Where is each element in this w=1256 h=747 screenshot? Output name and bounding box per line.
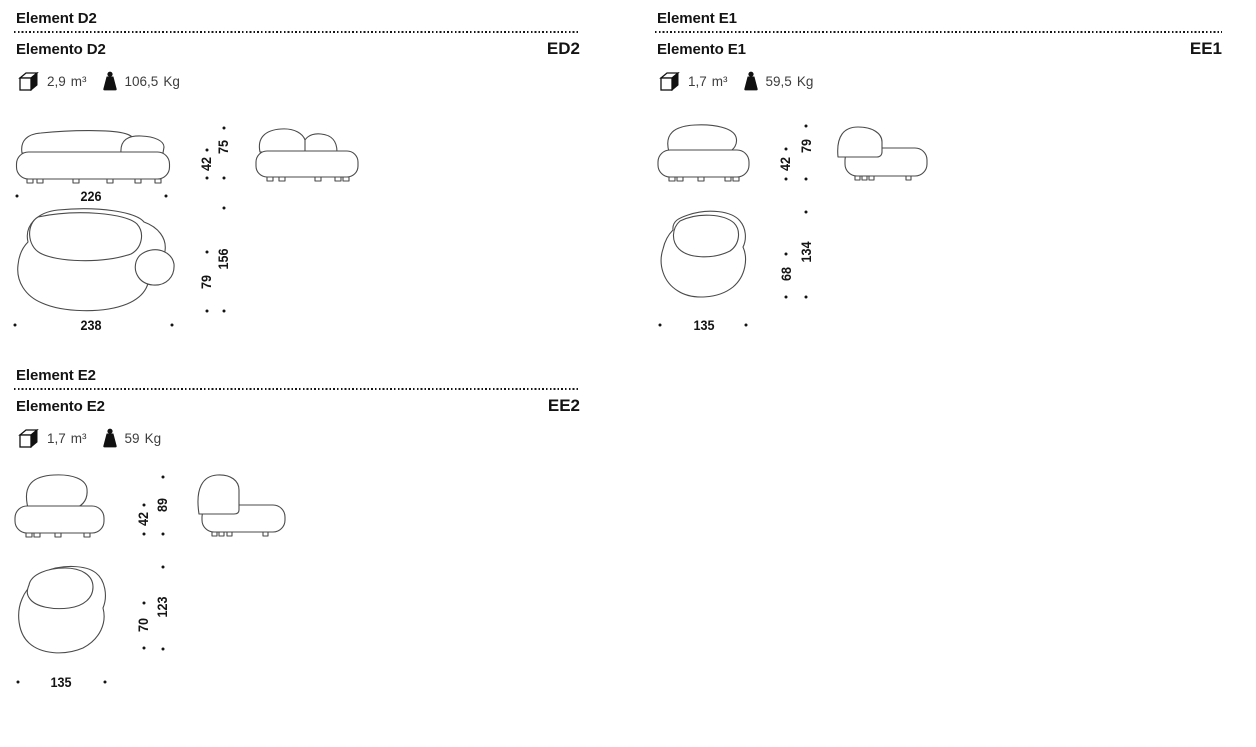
d2-front-view-drawing [15,128,171,186]
dim-dot [805,178,808,181]
volume-cube-icon [18,71,40,91]
e1-front-view-drawing [657,122,751,186]
panel-subtitle: Elemento E1 [657,41,746,58]
weight-value: 59 [124,430,140,446]
weight-value: 106,5 [124,73,159,89]
dim-dot [143,647,146,650]
e2-side-view-drawing [195,472,287,542]
weight-icon [102,428,118,449]
dim-dot [805,125,808,128]
dim-dot [16,195,19,198]
volume-cube-icon [18,428,40,448]
dim-total-depth: 156 [215,248,231,270]
volume-unit: m³ [70,73,87,89]
dim-dot [17,681,20,684]
dim-dot [143,602,146,605]
dim-dot [223,177,226,180]
dim-dot [785,253,788,256]
meta-row [659,69,813,93]
dim-dot [223,127,226,130]
volume-value: 1,7 [47,430,66,446]
panel-title: Element E2 [16,367,96,384]
e2-top-view-drawing [14,563,110,657]
dim-dot [206,251,209,254]
dim-seat-height: 42 [198,156,214,172]
dim-dot [785,296,788,299]
dim-total-depth: 123 [154,596,170,618]
dim-dot [745,324,748,327]
dim-dot [223,207,226,210]
panel-title: Element D2 [16,10,97,27]
dim-seat-height: 42 [777,156,793,172]
dim-seat-height: 42 [135,511,151,527]
volume-unit: m³ [711,73,728,89]
dim-dot [171,324,174,327]
volume-unit: m³ [70,430,87,446]
volume-value: 2,9 [47,73,66,89]
dim-dot [143,533,146,536]
dotted-divider [655,31,1222,33]
dotted-divider [14,388,580,390]
dim-dot [785,148,788,151]
dotted-divider [14,31,580,33]
panel-code: EE1 [1189,39,1222,58]
subtitle-row [16,39,580,59]
dim-dot [165,195,168,198]
dim-top-width: 135 [693,317,715,333]
weight-icon [743,71,759,92]
e1-side-view-drawing [835,122,928,186]
volume-cube-icon [659,71,681,91]
panel-title: Element E1 [657,10,737,27]
panel-element-d2 [14,10,580,355]
dim-total-height: 75 [215,139,231,155]
dim-dot [162,533,165,536]
panel-element-e1 [655,10,1222,355]
e2-front-view-drawing [14,472,106,542]
dim-total-height: 89 [154,497,170,513]
meta-row [18,69,180,93]
dim-dot [785,178,788,181]
dim-dot [206,149,209,152]
weight-unit: Kg [796,73,814,89]
dim-dot [223,310,226,313]
weight-value: 59,5 [765,73,792,89]
dim-dot [805,211,808,214]
dim-top-width: 238 [80,317,102,333]
subtitle-row [16,396,580,416]
panel-code: EE2 [547,396,580,415]
panel-code: ED2 [546,39,580,58]
dim-dot [143,504,146,507]
dim-dot [206,177,209,180]
e1-top-view-drawing [656,208,752,304]
d2-top-view-drawing [14,207,179,317]
dim-dot [162,648,165,651]
dim-dot [659,324,662,327]
dim-total-height: 79 [798,138,814,154]
weight-icon [102,71,118,92]
dim-dot [162,476,165,479]
dim-seat-depth: 79 [198,274,214,290]
dim-dot [14,324,17,327]
panel-subtitle: Elemento D2 [16,41,106,58]
dim-seat-depth: 70 [135,617,151,633]
volume-value: 1,7 [688,73,707,89]
dim-front-width: 226 [80,188,102,204]
dim-dot [104,681,107,684]
dim-top-width: 135 [50,674,72,690]
weight-unit: Kg [144,430,162,446]
dim-dot [162,566,165,569]
dim-dot [805,296,808,299]
dim-dot [206,310,209,313]
dim-total-depth: 134 [798,241,814,263]
d2-side-view-drawing [255,126,359,184]
meta-row [18,426,161,450]
panel-element-e2 [14,367,580,707]
dim-seat-depth: 68 [778,266,794,282]
panel-subtitle: Elemento E2 [16,398,105,415]
weight-unit: Kg [163,73,180,89]
subtitle-row [657,39,1222,59]
